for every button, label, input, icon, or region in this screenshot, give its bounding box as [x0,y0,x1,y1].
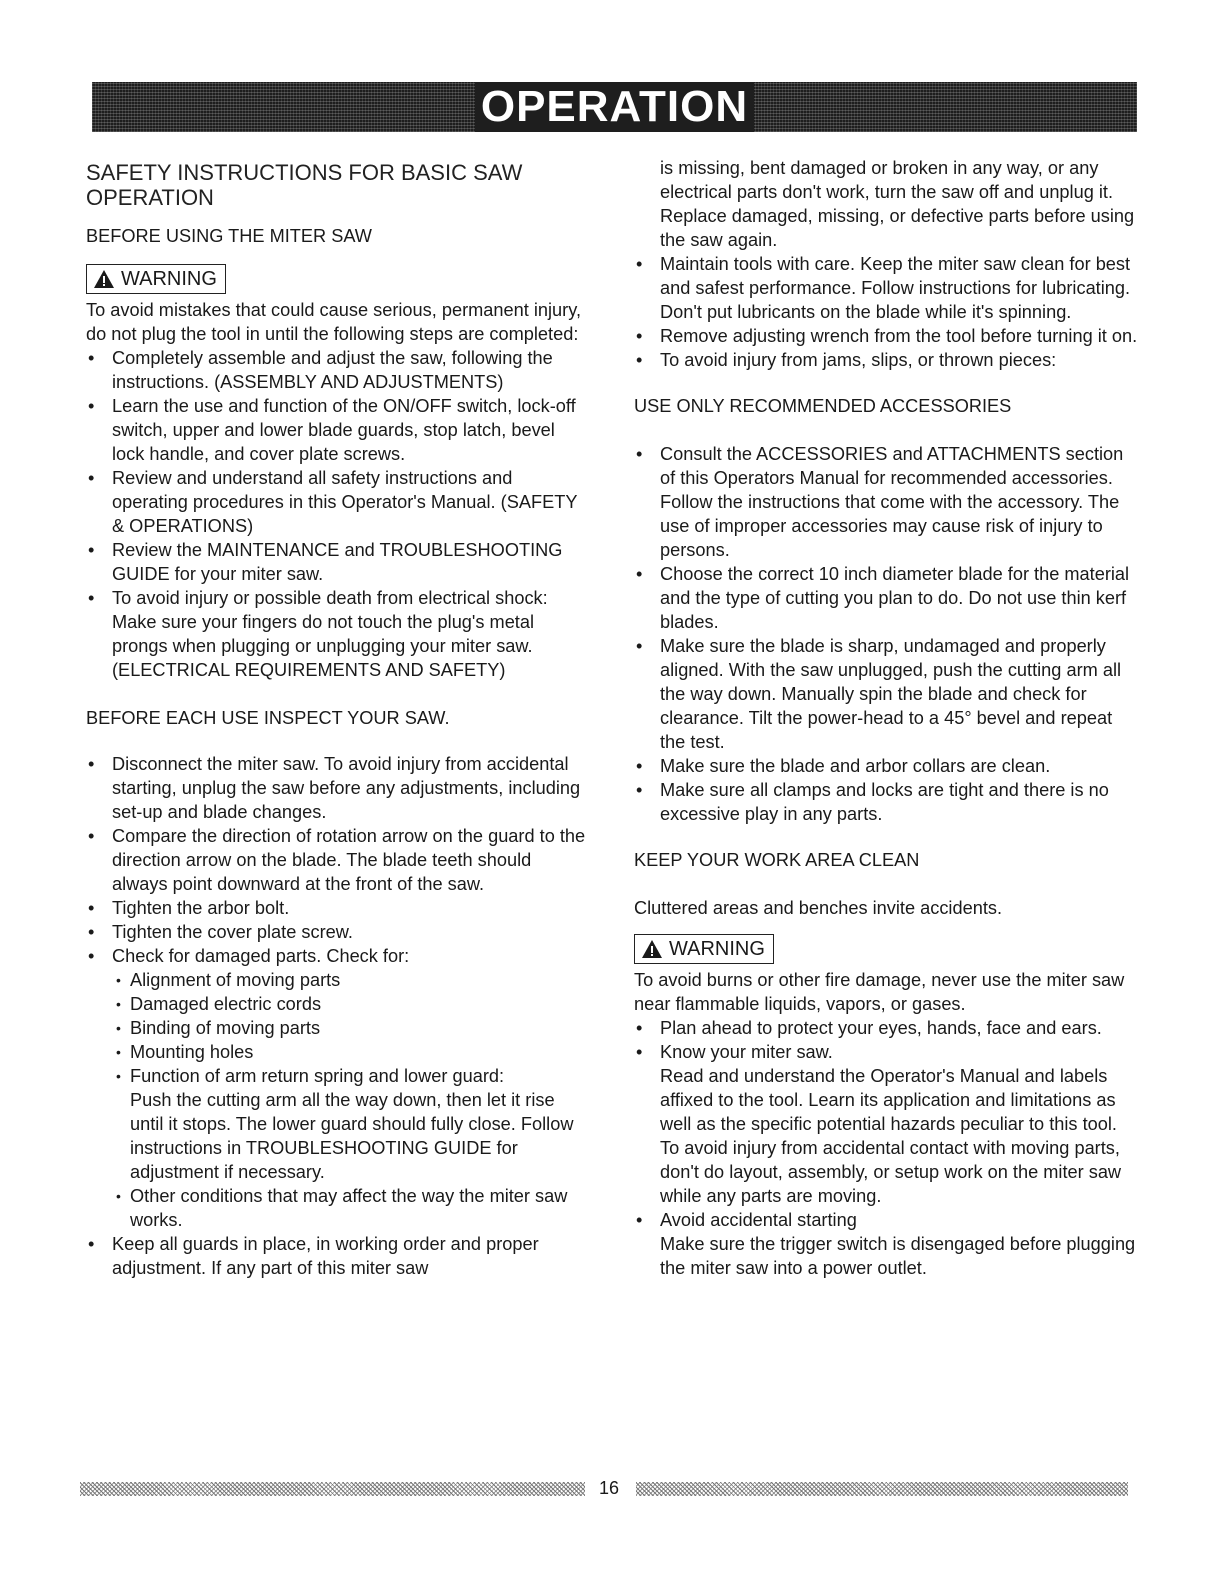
footer-rule-right [636,1482,1128,1496]
banner-title: OPERATION [475,82,754,132]
sub-item: • Binding of moving parts [112,1016,586,1040]
warning-text: To avoid mistakes that could cause serious, permanent injury, do not plug the tool in until the following steps are completed: [86,300,582,344]
inspect-list [86,752,586,1280]
accessories-list [634,442,1139,826]
sub-item: • Mounting holes [112,1040,586,1064]
avoid-detail: Make sure the trigger switch is disengaged before plugging the miter saw into a power outlet. [660,1234,1136,1278]
check-intro: • Check for damaged parts. Check for: [112,946,410,966]
list-item: • Remove adjusting wrench from the tool before turning it on. [634,324,1139,348]
warning-label: WARNING [669,938,765,960]
subheading-before-using: BEFORE USING THE MITER SAW [86,226,372,246]
operation-banner [92,82,1137,132]
subheading-inspect: BEFORE EACH USE INSPECT YOUR SAW. [86,708,450,728]
list-item: • Keep all guards in place, in working order and proper adjustment. If any part of this miter saw [86,1232,586,1280]
know-detail: Read and understand the Operator's Manual and labels affixed to the tool. Learn its application and limitations as well as the specific potential hazards peculiar to this tool. To avoid injury from accidental contact with moving parts, don't do layout, assembly, or setup work on the miter saw while any parts are moving. [660,1066,1122,1206]
list-item: • Review the MAINTENANCE and TROUBLESHOOTING GUIDE for your miter saw. [86,538,586,586]
list-item: • To avoid injury from jams, slips, or thrown pieces: [634,348,1139,372]
list-item: • Review and understand all safety instructions and operating procedures in this Operator's Manual. (SAFETY & OPERATIONS) [86,466,586,538]
list-item: • Make sure the blade is sharp, undamaged and properly aligned. With the saw unplugged, push the cutting arm all the way down. Manually spin the blade and check for clearance. Tilt the power-head to a 45° bevel and repeat the test. [634,634,1139,754]
list-item [86,586,586,682]
function-detail: Push the cutting arm all the way down, then let it rise until it stops. The lower guard should fully close. Follow instructions in TROUBLESHOOTING GUIDE for adjustment if necessary. [130,1090,574,1182]
list-item: • Make sure the blade and arbor collars are clean. [634,754,1139,778]
subheading-work-area: KEEP YOUR WORK AREA CLEAN [634,850,920,870]
footer-rule-left [80,1482,585,1496]
warning-label: WARNING [121,268,217,290]
list-item: • Completely assemble and adjust the saw, following the instructions. (ASSEMBLY AND ADJUSTMENTS) [86,346,586,394]
before-using-list [86,346,586,682]
list-item [634,1040,1139,1208]
check-sublist [112,968,586,1232]
know-text: • Know your miter saw. [660,1042,833,1062]
right-column [634,156,1139,1280]
list-item: • Choose the correct 10 inch diameter blade for the material and the type of cutting you plan to do. Do not use thin kerf blades. [634,562,1139,634]
list-item: • Learn the use and function of the ON/OFF switch, lock-off switch, upper and lower blade guards, stop latch, bevel lock handle, and cover plate screws. [86,394,586,466]
function-text: • Function of arm return spring and lower guard: [130,1066,505,1086]
list-item: • Make sure all clamps and locks are tight and there is no excessive play in any parts. [634,778,1139,826]
shock-detail: Make sure your fingers do not touch the plug's metal prongs when plugging or unplugging your miter saw. (ELECTRICAL REQUIREMENTS AND SAFETY) [112,612,535,680]
clutter-text: Cluttered areas and benches invite accidents. [634,898,1003,918]
list-item: • Disconnect the miter saw. To avoid injury from accidental starting, unplug the saw before any adjustments, including set-up and blade changes. [86,752,586,824]
list-item: • Tighten the cover plate screw. [86,920,586,944]
warning-box [86,264,226,294]
list-item [86,944,586,1232]
warning-triangle-icon [93,269,115,289]
shock-text: • To avoid injury or possible death from electrical shock: [112,588,548,608]
avoid-text: • Avoid accidental starting [660,1210,857,1230]
list-item [634,1208,1139,1280]
left-column [86,160,586,1280]
warning-text: To avoid burns or other fire damage, never use the miter saw near flammable liquids, vapors, or gases. [634,970,1125,1014]
section-heading: SAFETY INSTRUCTIONS FOR BASIC SAW OPERATION [86,160,523,210]
care-list [634,252,1139,372]
list-item: • Compare the direction of rotation arrow on the guard to the direction arrow on the blade. The blade teeth should always point downward at the front of the saw. [86,824,586,896]
sub-item: • Damaged electric cords [112,992,586,1016]
subheading-accessories: USE ONLY RECOMMENDED ACCESSORIES [634,396,1012,416]
list-item: • Tighten the arbor bolt. [86,896,586,920]
guards-continued: is missing, bent damaged or broken in any way, or any electrical parts don't work, turn the saw off and unplug it. Replace damaged, missing, or defective parts before using the saw again. [660,158,1135,250]
sub-item [112,1064,586,1184]
list-item: • Maintain tools with care. Keep the miter saw clean for best and safest performance. Follow instructions for lubricating. Don't put lubricants on the blade while it's spinning. [634,252,1139,324]
list-item: • Plan ahead to protect your eyes, hands, face and ears. [634,1016,1139,1040]
warning-triangle-icon [641,939,663,959]
sub-item: • Other conditions that may affect the way the miter saw works. [112,1184,586,1232]
work-area-list [634,1016,1139,1280]
warning-box [634,934,774,964]
list-item: • Consult the ACCESSORIES and ATTACHMENTS section of this Operators Manual for recommended accessories. Follow the instructions that come with the accessory. The use of improper accessories may cause risk of injury to persons. [634,442,1139,562]
page-number: 16 [598,1478,620,1498]
sub-item: • Alignment of moving parts [112,968,586,992]
